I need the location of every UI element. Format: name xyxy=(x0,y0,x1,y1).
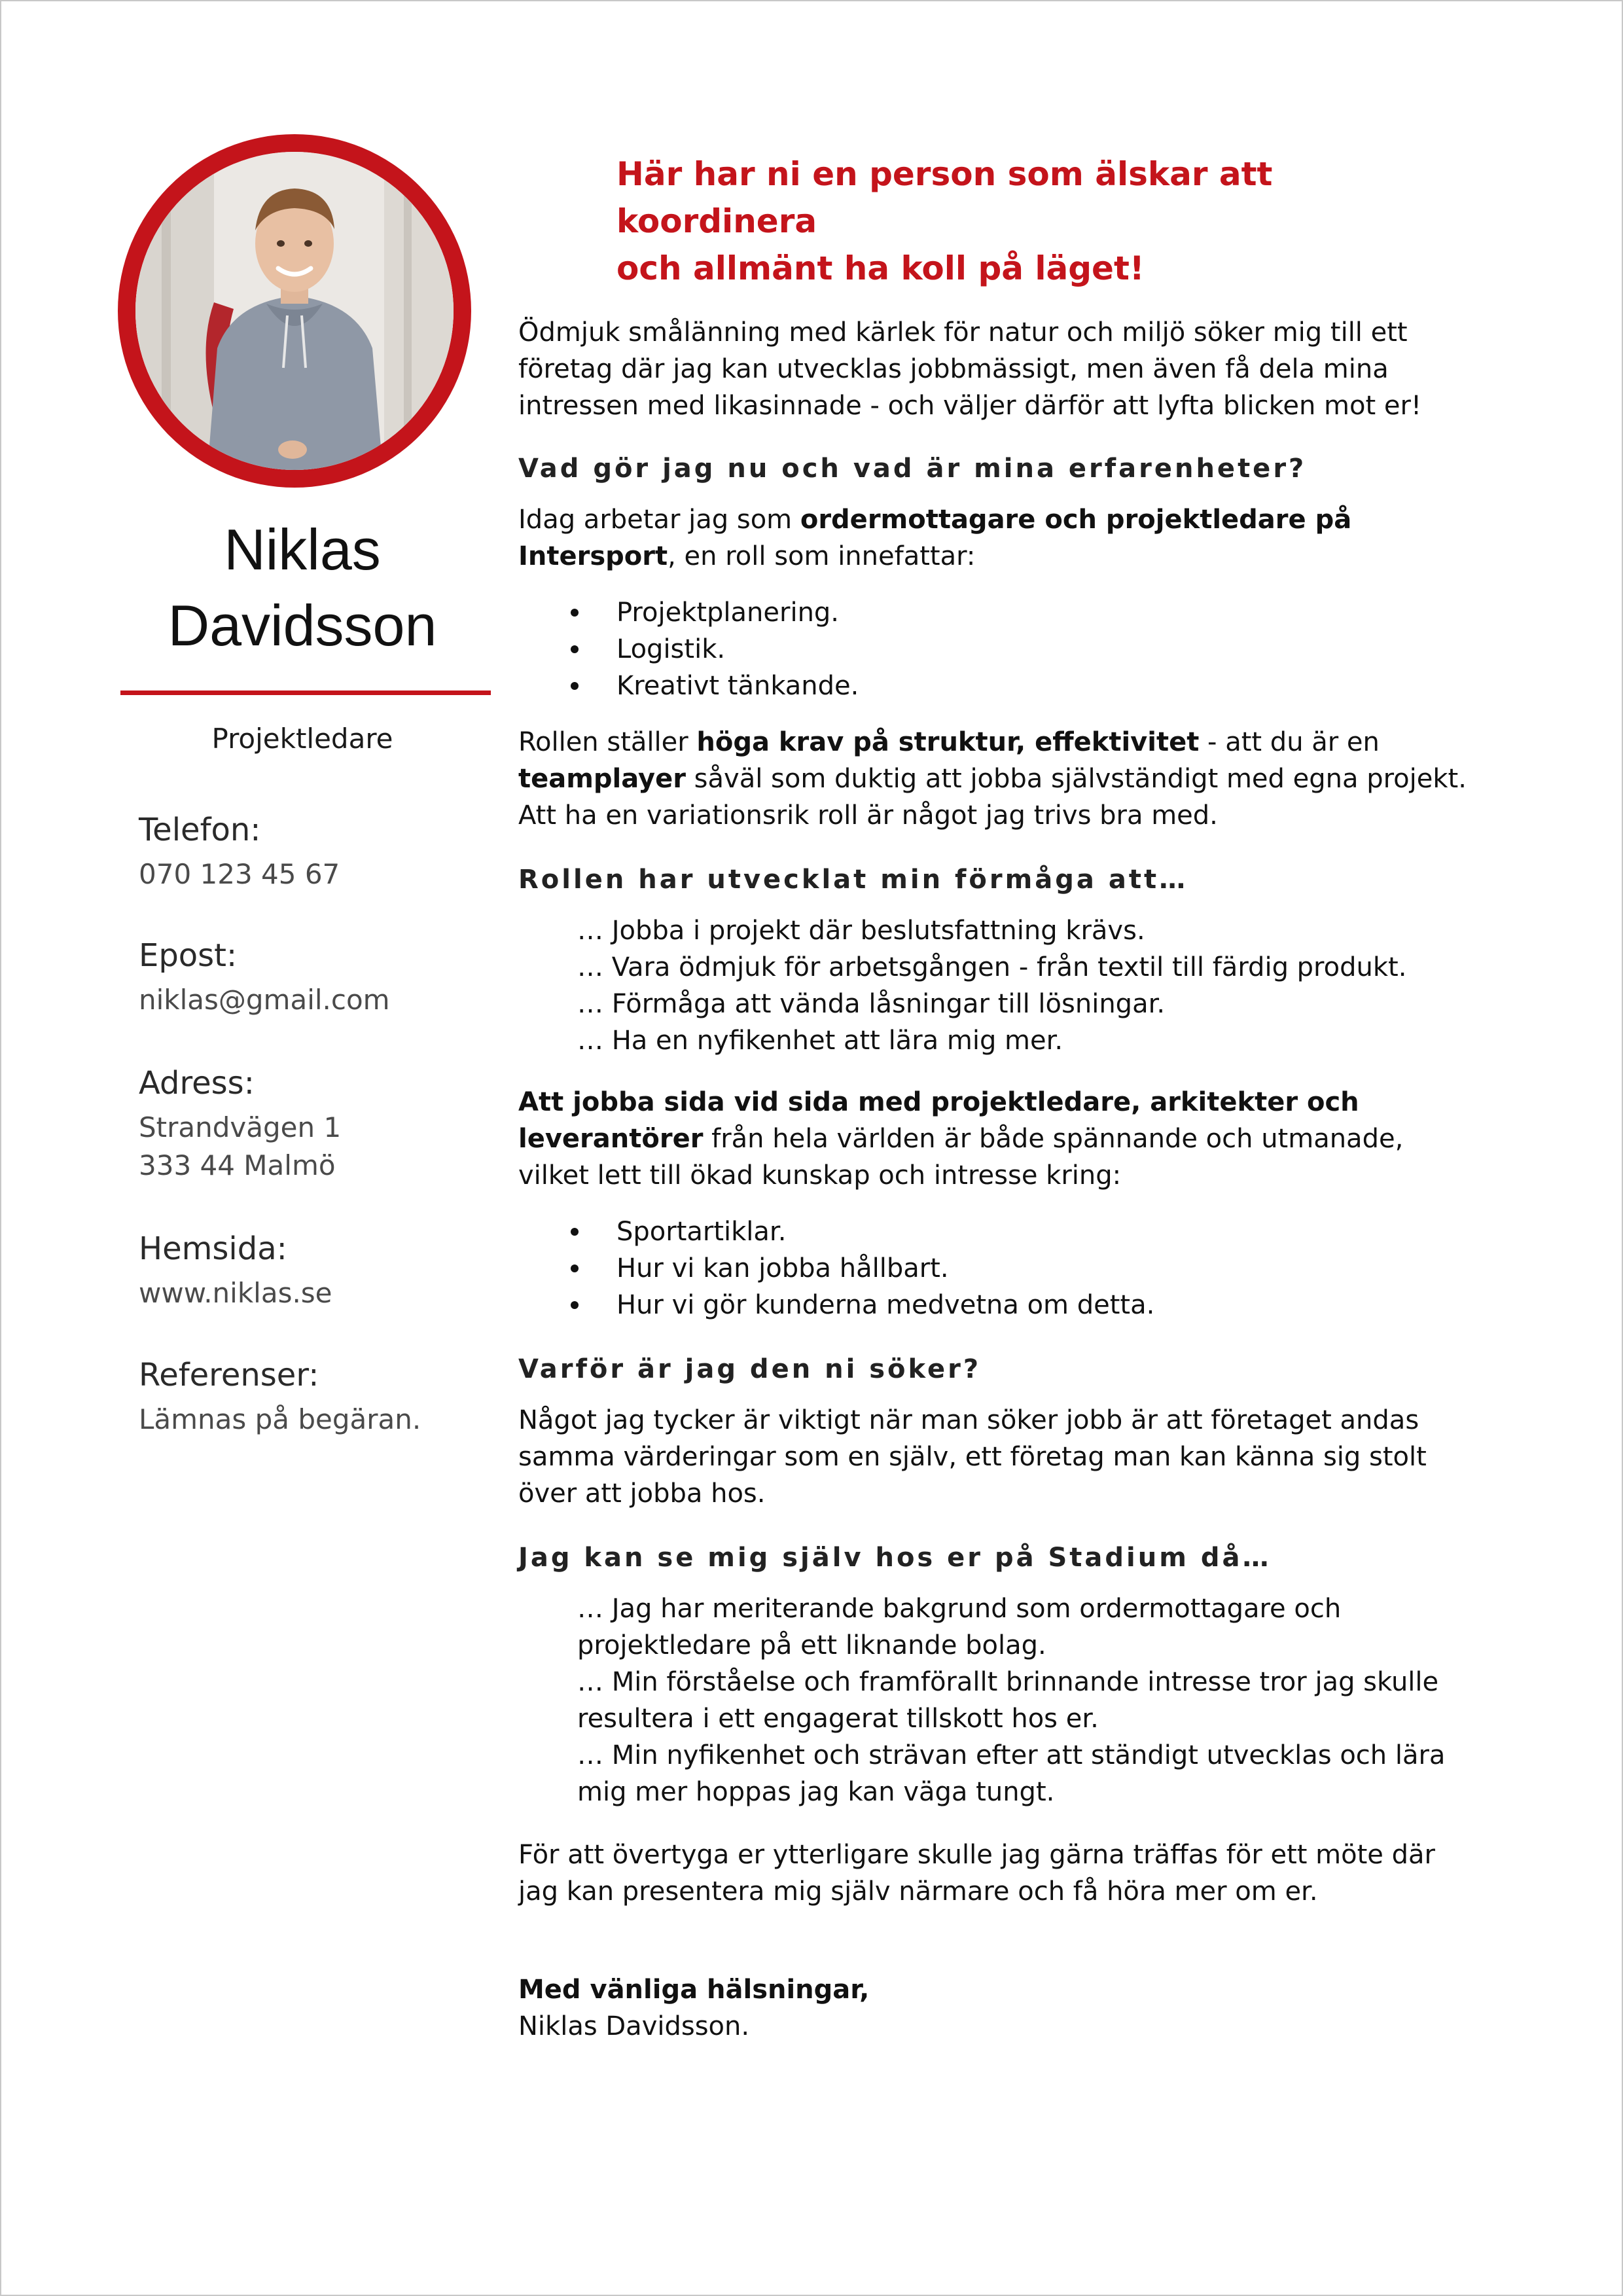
list-item: … Min förståelse och framförallt brinnande intresse tror jag skulle resultera i ett engagerat tillskott hos er. xyxy=(577,1667,1439,1734)
duties-list xyxy=(518,594,1480,704)
portrait-illustration xyxy=(135,152,454,470)
website-value: www.niklas.se xyxy=(139,1277,332,1309)
reasons-list xyxy=(518,1590,1480,1810)
text-run: Rollen ställer xyxy=(518,727,697,757)
text-run: såväl som duktig att jobba självständigt med egna projekt. Att ha en variationsrik roll är något jag trivs bra med. xyxy=(518,764,1467,831)
letter-headline xyxy=(616,151,1480,292)
headline-line: och allmänt ha koll på läget! xyxy=(616,249,1145,287)
emphasis: teamplayer xyxy=(518,764,686,794)
section-heading: Rollen har utvecklat min förmåga att… xyxy=(518,865,1188,895)
section-heading: Varför är jag den ni söker? xyxy=(518,1354,982,1384)
list-item: Logistik. xyxy=(518,631,1480,668)
abilities-list xyxy=(518,912,1480,1059)
contact-label: Hemsida: xyxy=(139,1230,287,1267)
candidate-name xyxy=(106,512,499,664)
text-run: från hela världen är både spännande och utmanade, vilket lett till ökad kunskap och intresse kring: xyxy=(518,1124,1404,1191)
address-line: 333 44 Malmö xyxy=(139,1149,336,1181)
list-item: … Min nyfikenhet och strävan efter att ständigt utvecklas och lära mig mer hoppas jag kan väga tungt. xyxy=(577,1740,1446,1807)
intro-paragraph: Ödmjuk smålänning med kärlek för natur och miljö söker mig till ett företag där jag kan utvecklas jobbmässigt, men även få dela mina intressen med likasinnade - och väljer därför att lyfta blicken mot er! xyxy=(518,317,1421,421)
headline-line: Här har ni en person som älskar att koordinera xyxy=(616,155,1273,240)
email-value: niklas@gmail.com xyxy=(139,984,390,1016)
list-item: … Jag har meriterande bakgrund som ordermottagare och projektledare på ett liknande bolag. xyxy=(577,1594,1342,1660)
list-item: … Ha en nyfikenhet att lära mig mer. xyxy=(577,1026,1063,1056)
cover-letter xyxy=(518,151,1480,2045)
profile-photo xyxy=(135,152,454,470)
experience-paragraph xyxy=(518,1084,1480,1194)
contact-label: Referenser: xyxy=(139,1357,319,1393)
list-item: … Vara ödmjuk för arbetsgången - från textil till färdig produkt. xyxy=(577,952,1407,982)
list-item: … Jobba i projekt där beslutsfattning krävs. xyxy=(577,916,1145,946)
list-item: … Förmåga att vända låsningar till lösningar. xyxy=(577,989,1166,1019)
list-item: Hur vi gör kunderna medvetna om detta. xyxy=(518,1287,1480,1323)
emphasis: Att jobba sida vid sida med projektledare, arkitekter och leverantörer xyxy=(518,1087,1359,1154)
greeting: Med vänliga hälsningar, xyxy=(518,1975,870,2005)
current-employer: ordermottagare och projektledare på Intersport xyxy=(518,505,1352,571)
text-run: - att du är en xyxy=(1199,727,1380,757)
profile-photo-frame xyxy=(118,134,471,488)
contact-label: Epost: xyxy=(139,937,238,974)
contact-label: Telefon: xyxy=(139,812,261,848)
job-title: Projektledare xyxy=(211,723,393,755)
list-item: Kreativt tänkande. xyxy=(518,668,1480,704)
emphasis: höga krav på struktur, effektivitet xyxy=(696,727,1200,757)
closing-paragraph: För att övertyga er ytterligare skulle jag gärna träffas för ett möte där jag kan presentera mig själv närmare och få höra mer om er. xyxy=(518,1840,1435,1907)
phone-value: 070 123 45 67 xyxy=(139,858,340,890)
list-item: Sportartiklar. xyxy=(518,1213,1480,1250)
contact-email xyxy=(139,935,479,1019)
first-name: Niklas xyxy=(224,517,381,582)
last-name: Davidsson xyxy=(168,593,437,658)
contact-address xyxy=(139,1063,479,1185)
contact-website xyxy=(139,1229,479,1312)
role-requirements-paragraph xyxy=(518,724,1480,834)
contact-phone xyxy=(139,810,479,893)
name-divider xyxy=(120,691,491,695)
signature: Niklas Davidsson. xyxy=(518,2011,750,2041)
list-item: Hur vi kan jobba hållbart. xyxy=(518,1250,1480,1287)
section-heading: Jag kan se mig själv hos er på Stadium då… xyxy=(518,1543,1272,1573)
list-item: Projektplanering. xyxy=(518,594,1480,631)
contact-label: Adress: xyxy=(139,1065,255,1102)
text-run: , en roll som innefattar: xyxy=(668,541,976,571)
contact-references xyxy=(139,1355,479,1439)
why-paragraph: Något jag tycker är viktigt när man söker jobb är att företaget andas samma värderingar som en själv, ett företag man kan känna sig stolt över att jobba hos. xyxy=(518,1405,1427,1509)
current-role-paragraph xyxy=(518,501,1480,575)
text-run: Idag arbetar jag som xyxy=(518,505,800,535)
references-value: Lämnas på begäran. xyxy=(139,1403,421,1435)
interests-list xyxy=(518,1213,1480,1323)
address-line: Strandvägen 1 xyxy=(139,1111,342,1143)
section-heading: Vad gör jag nu och vad är mina erfarenheter? xyxy=(518,454,1307,484)
